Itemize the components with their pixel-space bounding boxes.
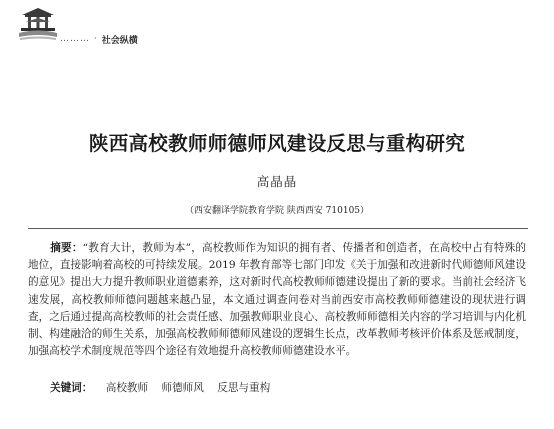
abstract-text: “教育大计，教师为本”，高校教师作为知识的拥有者、传播者和创造者，在高校中占有特殊的地位，直接影响着高校的可持续发展。2019 年教育部等七部门印发《关于加强和改进新时代师德师风建设的意见》提出大力提升教师职业道德素养，这对新时代高校教师师德建设提出了新的要求。当前社会经济飞速发展，高校教师师德问题越来越凸显，本文通过调查问卷对当前西安市高校教师师德建设的现状进行调查，之后通过提高高校教师的社会责任感、加强教师职业良心、高校教师师德相关内容的学习培训与内化机制、构建融洽的师生关系，加强高校教师师德师风建设的逻辑生长点，改革教师考核评价体系及惩戒制度，加强高校学术制度规范等四个途径有效地提升高校教师师德建设水平。	[28, 242, 527, 358]
keyword-item: 高校教师	[105, 382, 149, 394]
section-label: 社会纵横	[101, 35, 138, 46]
section-header	[60, 33, 138, 45]
section-dots: ……… ·	[60, 34, 98, 44]
abstract	[28, 240, 526, 360]
divider-rule	[28, 228, 528, 229]
author-name: 高晶晶	[256, 174, 298, 189]
keyword-item: 师德师风	[161, 382, 204, 394]
article-title: 陕西高校教师师德师风建设反思与重构研究	[88, 132, 466, 155]
keyword-item: 反思与重构	[217, 382, 271, 394]
keywords	[50, 380, 270, 397]
abstract-label: 摘要：	[50, 242, 83, 254]
author-affiliation: （西安翻译学院教育学院 陕西西安 710105）	[184, 206, 370, 216]
journal-logo-icon	[18, 6, 58, 42]
keywords-label: 关键词：	[50, 382, 93, 394]
